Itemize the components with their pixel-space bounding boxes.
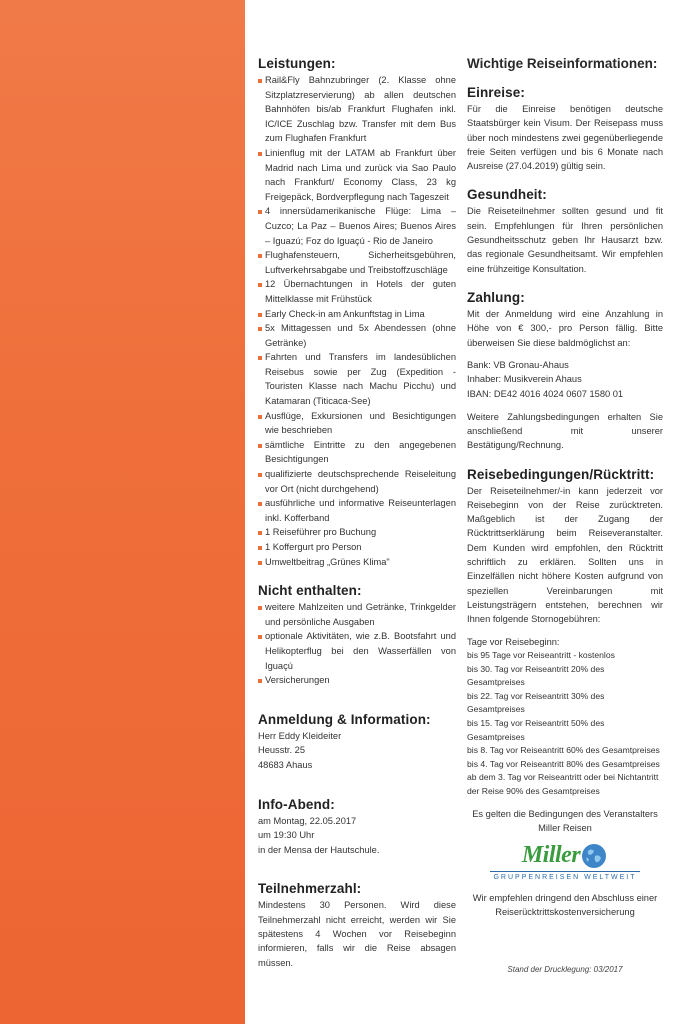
list-item-text: 12 Übernachtungen in Hotels der guten Mittelklasse mit Frühstück <box>265 279 456 304</box>
list-item <box>258 146 456 204</box>
einreise-section <box>467 85 663 173</box>
list-item-text: optionale Aktivitäten, wie z.B. Bootsfahrt und Helikopterflug bei den Wasserfällen von Iguaçú <box>265 631 456 671</box>
einreise-heading: Einreise: <box>467 85 525 100</box>
bullet-icon <box>258 79 262 83</box>
teilnehmer-heading: Teilnehmerzahl: <box>258 881 362 897</box>
list-item-text: sämtliche Eintritte zu den angegebenen Besichtigungen <box>265 439 456 465</box>
storno-line: bis 22. Tag vor Reiseantritt 30% des Gesamtpreises <box>467 690 605 715</box>
bank-line: Bank: VB Gronau-Ahaus <box>467 359 569 370</box>
bullet-icon <box>258 606 262 610</box>
leistungen-list <box>258 73 456 569</box>
einreise-text: Für die Einreise benötigen deutsche Staatsbürger kein Visum. Der Reisepass muss über noch mindestens zwei gegenüberliegende freie Seiten verfügen und bis 6 Monate nach Ausreise (27.04.2019) gültig sein. <box>467 104 663 172</box>
teilnehmer-section <box>258 881 456 969</box>
list-item-text: 1 Koffergurt pro Person <box>265 542 362 552</box>
list-item <box>258 204 456 248</box>
leistungen-heading: Leistungen: <box>258 56 336 71</box>
info-abend-heading: Info-Abend: <box>258 796 335 812</box>
list-item-text: 5x Mittagessen und 5x Abendessen (ohne Getränke) <box>265 323 456 348</box>
bedingungen-section <box>467 467 663 975</box>
bullet-icon <box>258 531 262 535</box>
bedingungen-heading: Reisebedingungen/Rücktritt: <box>467 466 655 482</box>
bullet-icon <box>258 679 262 683</box>
storno-line: ab dem 3. Tag vor Reiseantritt oder bei Nichtantritt <box>467 772 659 783</box>
bullet-icon <box>258 502 262 506</box>
veranstalter-line: Es gelten die Bedingungen des Veranstalters <box>472 808 658 819</box>
logo-subtitle: GRUPPENREISEN WELTWEIT <box>490 871 640 881</box>
logo-word: Miller <box>521 842 581 869</box>
list-item-text: Versicherungen <box>265 675 330 686</box>
bedingungen-text: Der Reiseteilnehmer/-in kann jederzeit vor Reisebeginn von der Reise zurücktreten. Maßgeblich ist der Zugang der Rücktrittserklärung beim Reiseveranstalter. Dem Kunden wird empfohlen, den Rücktritt schriftlich zu erklären. Sollten uns in Einzelfällen nicht höhere Kosten aufgrund von speziellen Vereinbarungen mit Leistungsträgern entstehen, berechnen wir Ihnen folgende Stornogebühren: <box>467 485 663 625</box>
address-line: Heusstr. 25 <box>258 745 306 756</box>
miller-reisen-logo <box>490 842 640 881</box>
list-item <box>258 540 456 555</box>
bank-line: Inhaber: Musikverein Ahaus <box>467 374 582 385</box>
list-item-text: qualifizierte deutschsprechende Reiseleitung vor Ort (nicht durchgehend) <box>265 469 456 494</box>
nicht-enthalten-list <box>258 600 456 688</box>
bullet-icon <box>258 313 262 317</box>
list-item <box>258 600 456 629</box>
list-item-text: 4 innersüdamerikanische Flüge: Lima – Cuzco; La Paz – Buenos Aires; Buenos Aires – Iguazú; Foz do Iguaçú - Rio de Janeiro <box>265 206 456 246</box>
bullet-icon <box>258 546 262 550</box>
nicht-enthalten-heading: Nicht enthalten: <box>258 583 362 599</box>
gesundheit-text: Die Reiseteilnehmer sollten gesund und fit sein. Empfehlungen für Ihren persönlichen Gesundheitsschutz geben Ihr Hausarzt bzw. das regionale Gesundheitsamt. Wir empfehlen eine frühzeitige Konsultation. <box>467 206 663 274</box>
list-item-text: Umweltbeitrag „Grünes Klima" <box>265 556 390 567</box>
bullet-icon <box>258 254 262 258</box>
teilnehmer-text: Mindestens 30 Personen. Wird diese Teilnehmerzahl nicht erreicht, werden wir Sie spätestens 4 Wochen vor Reisebeginn informieren, falls wir die Reise absagen müssen. <box>258 900 456 968</box>
veranstalter-line: Miller Reisen <box>538 823 592 834</box>
bullet-icon <box>258 152 262 156</box>
bullet-icon <box>258 327 262 331</box>
anmeldung-section <box>258 712 456 773</box>
right-column <box>467 56 663 988</box>
storno-line: der Reise 90% des Gesamtpreises <box>467 786 600 797</box>
list-item <box>258 496 456 525</box>
bullet-icon <box>258 444 262 448</box>
zahlung-note: Weitere Zahlungsbedingungen erhalten Sie anschließend mit unserer Bestätigung/Rechnung. <box>467 411 663 451</box>
bullet-icon <box>258 415 262 419</box>
storno-head-line: Tage vor Reisebeginn: <box>467 636 560 647</box>
gesundheit-heading: Gesundheit: <box>467 187 547 203</box>
storno-line: bis 15. Tag vor Reiseantritt 50% des Gesamtpreises <box>467 718 605 742</box>
list-item <box>258 277 456 306</box>
list-item <box>258 409 456 438</box>
bullet-icon <box>258 283 262 287</box>
list-item-text: weitere Mahlzeiten und Getränke, Trinkgelder und persönliche Ausgaben <box>265 602 456 627</box>
left-column <box>258 56 456 984</box>
list-item <box>258 467 456 496</box>
info-abend-details <box>258 814 456 858</box>
list-item <box>258 673 456 688</box>
list-item <box>258 248 456 277</box>
bank-line: IBAN: DE42 4016 4024 0607 1580 01 <box>467 389 624 400</box>
bullet-icon <box>258 635 262 639</box>
versicherung-empfehlung: Wir empfehlen dringend den Abschluss einer Reiserücktrittskostenversicherung <box>472 892 658 918</box>
list-item <box>258 438 456 467</box>
info-line: um 19:30 Uhr <box>258 830 315 841</box>
list-item-text: Rail&Fly Bahnzubringer (2. Klasse ohne Sitzplatzreservierung) ab allen deutschen Bahnhöfen bis/ab Frankfurt Flughafen inkl. IC/ICE Zuschlag bzw. Transfer mit dem Bus zum Flughafen Frankfurt <box>265 75 456 144</box>
list-item <box>258 555 456 570</box>
anmeldung-heading: Anmeldung & Information: <box>258 711 431 727</box>
address-line: Herr Eddy Kleideiter <box>258 730 342 741</box>
list-item-text: 1 Reiseführer pro Buchung <box>265 527 377 538</box>
zahlung-heading: Zahlung: <box>467 289 525 305</box>
list-item-text: ausführliche und informative Reiseunterlagen inkl. Kofferband <box>265 498 456 523</box>
reiseinfo-main-heading: Wichtige Reiseinformationen: <box>467 56 658 71</box>
storno-line: bis 8. Tag vor Reiseantritt 60% des Gesamtpreises <box>467 745 660 756</box>
storno-line: bis 95 Tage vor Reiseantritt - kostenlos <box>467 650 615 661</box>
bullet-icon <box>258 210 262 214</box>
list-item-text: Fahrten und Transfers im landesüblichen Reisebus sowie per Zug (Expedition - Touristen Klasse nach Machu Picchu) und Katamaran (Titicaca-See) <box>265 352 456 407</box>
list-item-text: Flughafensteuern, Sicherheitsgebühren, Luftverkehrsabgabe und Treibstoffzuschläge <box>265 250 456 275</box>
zahlung-text: Mit der Anmeldung wird eine Anzahlung in Höhe von € 300,- pro Person fällig. Bitte überweisen Sie diese baldmöglichst an: <box>467 308 663 348</box>
list-item <box>258 73 456 146</box>
storno-head <box>467 635 663 650</box>
bank-details <box>467 358 663 402</box>
storno-line: bis 4. Tag vor Reiseantritt 80% des Gesamtpreises <box>467 758 660 769</box>
gesundheit-section <box>467 187 663 275</box>
list-item <box>258 307 456 322</box>
leistungen-section <box>258 56 456 569</box>
storno-list <box>467 649 663 799</box>
orange-side-band <box>0 0 245 1024</box>
nicht-enthalten-section <box>258 583 456 688</box>
list-item-text: Linienflug mit der LATAM ab Frankfurt über Madrid nach Lima und zurück via Sao Paulo nach Frankfurt/ Economy Class, 23 kg Freigepäck, Bordverpflegung nach Tageszeit <box>265 147 456 202</box>
info-line: in der Mensa der Hautschule. <box>258 844 380 855</box>
list-item <box>258 350 456 408</box>
list-item <box>258 525 456 540</box>
storno-line: bis 30. Tag vor Reiseantritt 20% des Gesamtpreises <box>467 663 605 688</box>
info-abend-section <box>258 797 456 858</box>
zahlung-section <box>467 290 663 453</box>
list-item-text: Ausflüge, Exkursionen und Besichtigungen wie beschrieben <box>265 410 456 436</box>
list-item <box>258 321 456 350</box>
globe-icon <box>580 842 608 870</box>
list-item <box>258 629 456 673</box>
veranstalter-note <box>467 807 663 836</box>
list-item-text: Early Check-in am Ankunftstag in Lima <box>265 308 425 319</box>
stand-der-drucklegung: Stand der Drucklegung: 03/2017 <box>507 965 623 975</box>
bullet-icon <box>258 473 262 477</box>
bullet-icon <box>258 356 262 360</box>
info-line: am Montag, 22.05.2017 <box>258 815 357 826</box>
bullet-icon <box>258 561 262 565</box>
address-line: 48683 Ahaus <box>258 759 313 770</box>
anmeldung-address <box>258 729 456 773</box>
